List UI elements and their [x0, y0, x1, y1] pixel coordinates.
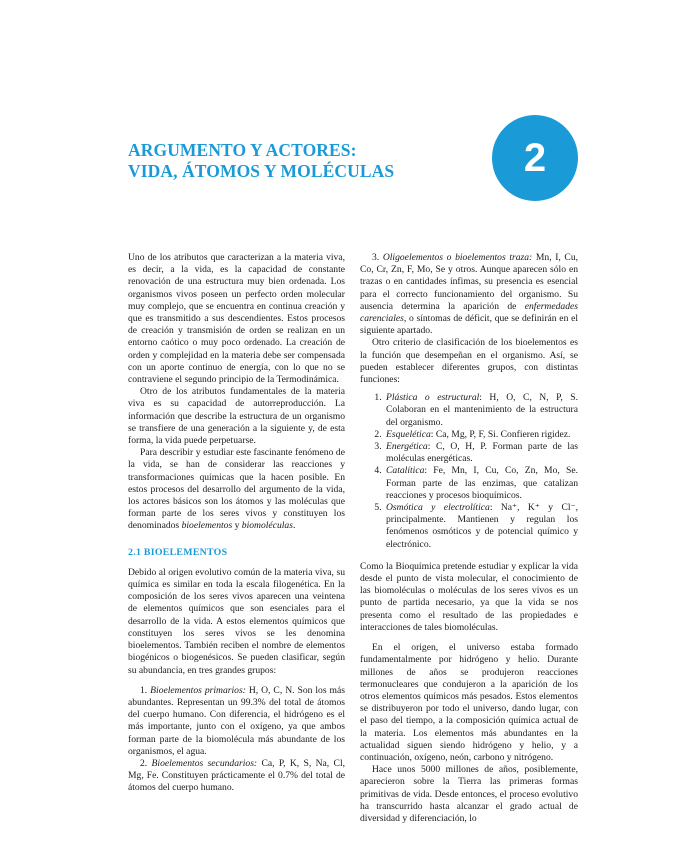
paragraph: 2. Bioelementos secundarios: Ca, P, K, S, Na, Cl, Mg, Fe. Constituyen prácticamente el 0.7% del total de átomos del cuerpo humano. — [128, 757, 346, 794]
paragraph: Otro criterio de clasificación de los bioelementos es la función que desempeñan en el organismo. Así, se pueden establecer diferentes grupos, con distintas funciones: — [360, 337, 578, 386]
paragraph: Hace unos 5000 millones de años, posiblemente, aparecieron sobre la Tierra las primeras formas primitivas de vida. Desde entonces, el proceso evolutivo ha transcurrido hasta alcanzar el grado actual de diversidad y diferenciación, lo — [360, 764, 578, 824]
function-list — [360, 392, 578, 551]
left-column — [128, 252, 345, 795]
chapter-number-badge: 2 — [492, 115, 578, 201]
chapter-title — [128, 140, 458, 182]
paragraph: 1. Bioelementos primarios: H, O, C, N. Son los más abundantes. Representan un 99.3% del total de átomos del cuerpo humano. Con diferencia, el hidrógeno es el más importante, junto con el oxígeno, ya que ambos forman parte de la biomolécula más abundante de los organismos, el agua. — [128, 684, 345, 757]
chapter-title-line-1: ARGUMENTO Y ACTORES: — [128, 140, 357, 160]
paragraph: Como la Bioquímica pretende estudiar y explicar la vida desde el punto de vista molecular, el conocimiento de las biomoléculas o moléculas de los seres vivos es un punto de partida necesario, ya que la vida se nos presenta como el resultado de las propiedades e interacciones de tales biomoléculas. — [360, 560, 578, 633]
section-heading: 2.1 BIOELEMENTOS — [128, 546, 228, 558]
list-item: 1. Plástica o estructural: H, O, C, N, P, S. Colaboran en el mantenimiento de la estructura del organismo. — [384, 392, 578, 429]
paragraph: 3. Oligoelementos o bioelementos traza: Mn, I, Cu, Co, Cr, Zn, F, Mo, Se y otros. Aunque aparecen sólo en trazas o en cantidades ínfimas, su presencia es esencial para el correcto funcionamiento del organismo. Su ausencia determina la aparición de enfermedades carenciales, o síntomas de déficit, que se definirán en el siguiente apartado. — [360, 252, 579, 337]
list-item: 2. Esquelética: Ca, Mg, P, F, Si. Confieren rigidez. — [384, 429, 578, 441]
paragraph: Debido al origen evolutivo común de la materia viva, su química es similar en toda la escala filogenética. En la composición de los seres vivos aparecen una veintena de elementos químicos que son esenciales para el desarrollo de la vida. A estos elementos químicos que constituyen los seres vivos se les denomina bioelementos. También reciben el nombre de elementos biogénicos o biogenésicos. Se pueden clasificar, según su abundancia, en tres grandes grupos: — [128, 566, 345, 676]
paragraph: En el origen, el universo estaba formado fundamentalmente por hidrógeno y helio. Durante millones de años se produjeron reacciones termonucleares que condujeron a la aparición de los otros elementos químicos más pesados. Estos elementos se distribuyeron por todo el universo, dando lugar, con el paso del tiempo, a la composición química actual de la materia. Los elementos más abundantes en la actualidad siguen siendo hidrógeno y helio, y a continuación, oxígeno, neón, carbono y nitrógeno. — [360, 642, 578, 763]
chapter-title-line-2: VIDA, ÁTOMOS Y MOLÉCULAS — [128, 161, 395, 181]
list-item: 5. Osmótica y electrolítica: Na⁺, K⁺ y Cl⁻, principalmente. Mantienen y regulan los fenómenos osmóticos y de potencial químico y electrónico. — [384, 502, 578, 551]
paragraph: Uno de los atributos que caracterizan a la materia viva, es decir, a la vida, es la capacidad de constante renovación de una estructura muy bien ordenada. Los organismos vivos poseen un perfecto orden molecular muy complejo, que se encuentra en continua creación y que es transmitido a sus descendientes. Estos procesos de creación y transmisión de orden se realizan en un entorno caótico o muy poco ordenado. La creación de orden y complejidad en la materia debe ser compensada con un aporte continuo de energía, con lo que no se contraviene el segundo principio de la Termodinámica. — [128, 252, 345, 386]
list-item: 4. Catalítica: Fe, Mn, I, Cu, Co, Zn, Mo, Se. Forman parte de las enzimas, que catalizan reacciones y procesos bioquímicos. — [384, 465, 578, 502]
paragraph: Para describir y estudiar este fascinante fenómeno de la vida, se han de considerar las reacciones y transformaciones químicas que la hacen posible. En estos procesos del desarrollo del argumento de la vida, los actores básicos son los átomos y las moléculas que forman parte de los seres vivos y constituyen los denominados bioelementos y biomoléculas. — [128, 447, 345, 532]
right-column — [360, 252, 578, 825]
paragraph: Otro de los atributos fundamentales de la materia viva es su capacidad de autorreproducción. La información que describe la estructura de un organismo se transfiere de una generación a la siguiente y, de esta forma, la vida puede perpetuarse. — [128, 386, 345, 447]
list-item: 3. Energética: C, O, H, P. Forman parte de las moléculas energéticas. — [384, 441, 578, 465]
